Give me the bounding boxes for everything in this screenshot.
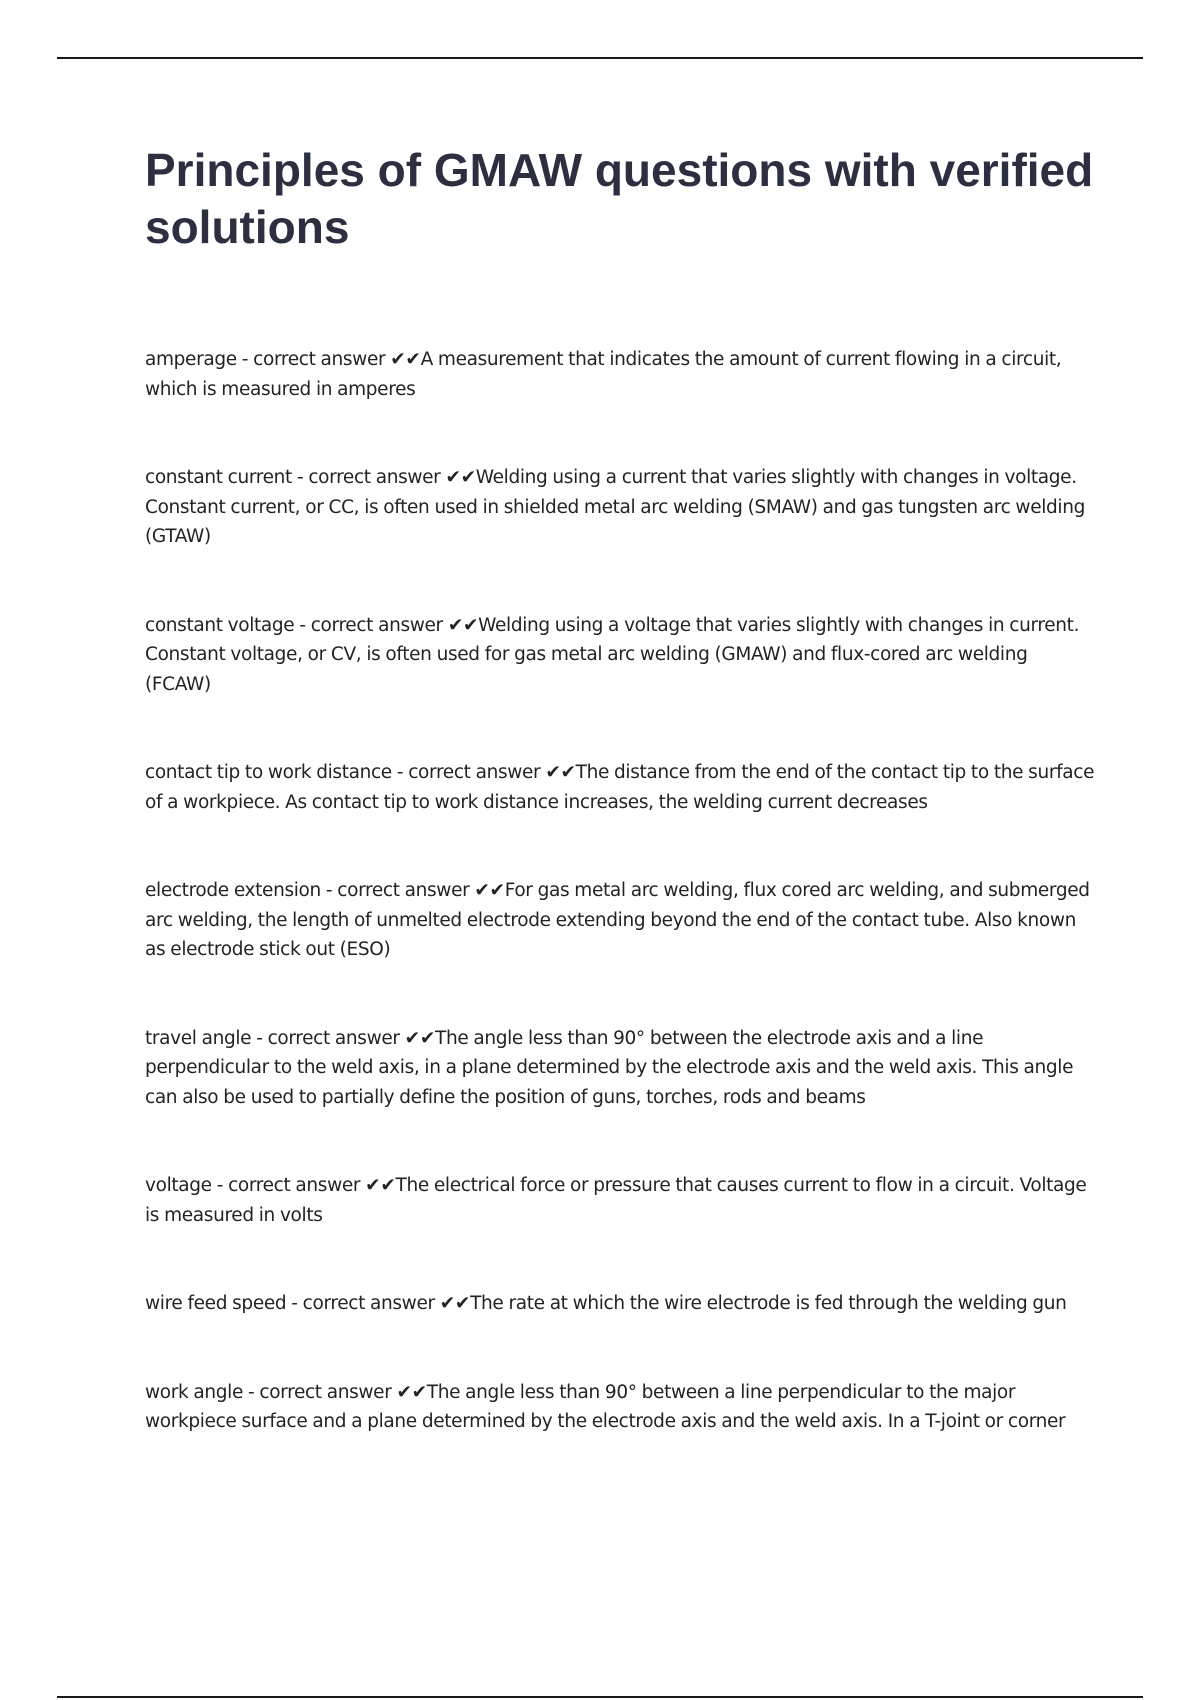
qa-separator: -	[242, 1381, 260, 1403]
qa-item	[145, 1378, 1095, 1437]
check-mark-icon: ✔✔	[440, 467, 476, 488]
check-mark-icon: ✔✔	[360, 1175, 396, 1196]
qa-term: voltage	[145, 1175, 212, 1196]
qa-item	[145, 1024, 1095, 1113]
qa-definition: For gas metal arc welding, flux cored arc welding, and submerged arc welding, the length of unmelted electrode extending beyond the end of the contact tube. Also known as electrode stick out (ESO)	[145, 880, 1090, 960]
page-title: Principles of GMAW questions with verified solutions	[145, 144, 1094, 253]
qa-item	[145, 758, 1095, 817]
check-mark-icon: ✔✔	[434, 1293, 471, 1314]
qa-definition: The distance from the end of the contact tip to the surface of a workpiece. As contact tip to work distance increases, the welding current decreases	[145, 762, 1095, 813]
qa-item	[145, 1289, 1095, 1319]
qa-list	[145, 345, 1095, 1437]
qa-term: constant voltage	[145, 614, 295, 636]
qa-term: electrode extension	[145, 880, 321, 901]
qa-answer-label: correct answer	[259, 1381, 392, 1403]
qa-definition: Welding using a voltage that varies slightly with changes in current. Constant voltage, or CV, is often used for gas metal arc welding (GMAW) and flux-cored arc welding (FCAW)	[145, 614, 1080, 695]
qa-separator: -	[286, 1293, 303, 1314]
check-mark-icon: ✔✔	[469, 880, 505, 901]
qa-term: wire feed speed	[145, 1293, 287, 1314]
qa-term: travel angle	[145, 1027, 252, 1049]
qa-separator: -	[294, 614, 311, 636]
qa-item	[145, 611, 1095, 700]
qa-definition: The rate at which the wire electrode is fed through the welding gun	[470, 1293, 1067, 1314]
qa-answer-label: correct answer	[408, 762, 541, 783]
qa-term: contact tip to work distance	[145, 762, 392, 783]
qa-answer-label: correct answer	[302, 1293, 435, 1314]
qa-item	[145, 876, 1095, 965]
qa-answer-label: correct answer	[267, 1027, 400, 1049]
qa-definition: Welding using a current that varies slightly with changes in voltage. Constant current, or CC, is often used in shielded metal arc welding (SMAW) and gas tungsten arc welding (GTAW)	[145, 467, 1085, 547]
qa-separator: -	[251, 1027, 268, 1049]
check-mark-icon: ✔✔	[399, 1027, 435, 1049]
top-divider	[57, 57, 1143, 59]
check-mark-icon: ✔✔	[442, 614, 479, 636]
qa-item	[145, 463, 1095, 552]
qa-answer-label: correct answer	[337, 880, 470, 901]
qa-answer-label: correct answer	[308, 467, 441, 488]
qa-definition: A measurement that indicates the amount of current flowing in a circuit, which is measured in amperes	[145, 349, 1062, 400]
qa-answer-label: correct answer	[253, 349, 386, 370]
qa-separator: -	[211, 1175, 229, 1196]
qa-separator: -	[391, 762, 409, 783]
qa-definition: The angle less than 90° between the electrode axis and a line perpendicular to the weld axis, in a plane determined by the electrode axis and the weld axis. This angle can also be used to partially define the position of guns, torches, rods and beams	[145, 1027, 1074, 1108]
qa-term: work angle	[145, 1381, 243, 1403]
qa-term: constant current	[145, 467, 292, 488]
qa-definition: The electrical force or pressure that causes current to flow in a circuit. Voltage is measured in volts	[145, 1175, 1087, 1226]
bottom-divider	[57, 1696, 1143, 1698]
qa-item	[145, 345, 1095, 404]
qa-separator: -	[320, 880, 338, 901]
qa-definition: The angle less than 90° between a line perpendicular to the major workpiece surface and a plane determined by the electrode axis and the weld axis. In a T-joint or corner	[145, 1381, 1066, 1432]
qa-separator: -	[291, 467, 309, 488]
qa-answer-label: correct answer	[228, 1175, 361, 1196]
qa-item	[145, 1171, 1095, 1230]
qa-term: amperage	[145, 349, 237, 370]
qa-answer-label: correct answer	[310, 614, 443, 636]
check-mark-icon: ✔✔	[540, 762, 576, 783]
check-mark-icon: ✔✔	[385, 349, 421, 370]
check-mark-icon: ✔✔	[391, 1381, 427, 1403]
qa-separator: -	[236, 349, 254, 370]
